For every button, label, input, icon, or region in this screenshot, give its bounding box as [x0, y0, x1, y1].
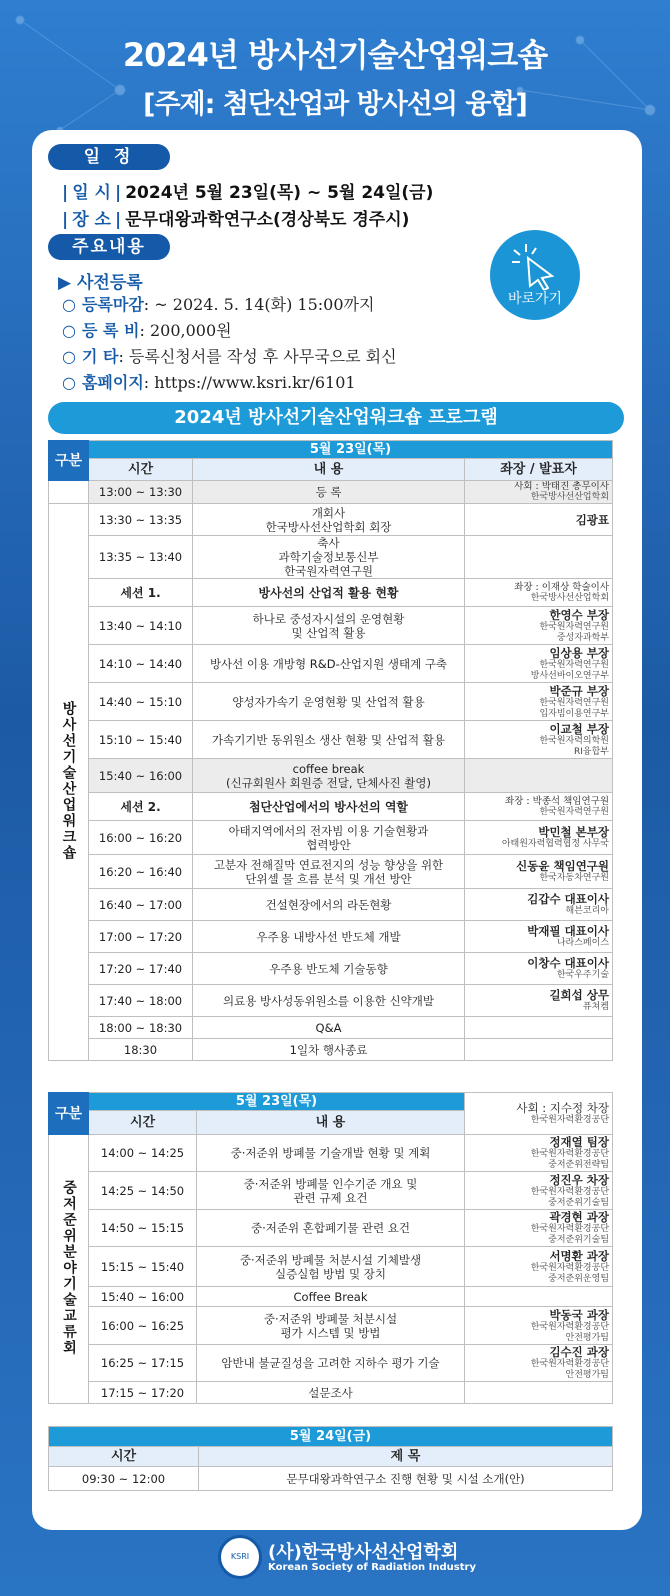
bullet-icon: ○ [62, 295, 76, 314]
table-head-row [49, 441, 613, 459]
time-cell: 15:15 ~ 15:40 [89, 1247, 197, 1287]
reg-item-label: 등록마감 [81, 295, 144, 314]
reg-item-value: : 등록신청서를 작성 후 사무국으로 회신 [118, 347, 397, 366]
content-cell [193, 721, 465, 759]
date-label: 일 시 [72, 183, 111, 203]
day-header: 5월 23일(목) [89, 441, 613, 459]
column-head-row [49, 459, 613, 481]
content-cell [193, 1039, 465, 1061]
chair-cell [465, 985, 613, 1017]
main-title: 2024년 방사선기술산업워크숍 [122, 36, 548, 74]
bullet-icon: ○ [62, 321, 76, 340]
speaker-org: 한국원자력연구원 중성자과학부 [539, 621, 610, 643]
speaker-org: 한국자동차연구원 [539, 873, 610, 883]
content-text: 첨단산업에서의 방사선의 역할 [248, 799, 409, 814]
column-header: 시간 [49, 1447, 199, 1467]
speaker-name: 정재열 팀장 [549, 1135, 610, 1149]
time-cell: 세션 2. [89, 793, 193, 821]
reg-item-label: 홈페이지 [81, 373, 144, 392]
speaker-org: 한국원자력연구원 입자빔이용연구부 [539, 697, 610, 719]
day-header: 5월 23일(목) [89, 1093, 465, 1111]
speaker-org: 한국원자력환경공단 중저준위기술팀 [530, 1224, 610, 1245]
chair-cell [465, 1345, 613, 1382]
speaker-name: 정진우 차장 [549, 1172, 610, 1187]
chair-cell [465, 1172, 613, 1210]
table-row [49, 1172, 613, 1210]
time-cell: 13:35 ~ 13:40 [89, 536, 193, 579]
content-cell [193, 793, 465, 821]
time-cell: 15:10 ~ 15:40 [89, 721, 193, 759]
moderator: 사회 : 박태진 총무이사 [514, 481, 610, 492]
content-text: 중·저준위 방폐물 처분시설 기체발생 실증실험 방법 및 장치 [239, 1252, 422, 1281]
table-row [49, 1017, 613, 1039]
place-value: 문무대왕과학연구소(경상북도 경주시) [125, 210, 410, 230]
column-header: 좌장 / 발표자 [465, 459, 613, 481]
footer-name-ko: (사)한국방사선산업학회 [268, 1542, 459, 1563]
content-text: 하나로 중성자시설의 운영현황 및 산업적 활용 [252, 611, 405, 640]
content-text: 중·저준위 방폐물 인수기준 개요 및 관련 규제 요건 [243, 1176, 418, 1205]
content-cell [193, 607, 465, 645]
chair-cell [465, 721, 613, 759]
content-cell [193, 683, 465, 721]
time-cell: 13:00 ~ 13:30 [89, 481, 193, 504]
program-table-day2 [48, 1426, 613, 1491]
group-label: 방사선기술산업워크숍 [60, 700, 77, 861]
content-text: coffee break (신규회원사 회원증 전달, 단체사진 촬영) [226, 761, 431, 790]
speaker-name: 박민철 본부장 [538, 825, 610, 839]
reg-item-label: 등 록 비 [81, 321, 140, 340]
content-text: 건설현장에서의 라돈현황 [265, 897, 392, 912]
speaker-name: 김광표 [575, 512, 610, 527]
date-row: | 일 시 | 2024년 5월 23일(목) ~ 5월 24일(금) [62, 183, 434, 203]
time-cell: 14:00 ~ 14:25 [89, 1135, 197, 1172]
table-row [49, 504, 613, 536]
table-row [49, 1467, 613, 1491]
chair-cell [465, 921, 613, 953]
time-cell: 16:00 ~ 16:25 [89, 1307, 197, 1345]
content-text: 중·저준위 혼합폐기물 관련 요건 [250, 1221, 411, 1235]
table-row [49, 536, 613, 579]
footer-name-en: Korean Society of Radiation Industry [268, 1562, 476, 1573]
table-row [49, 1382, 613, 1404]
time-cell: 15:40 ~ 16:00 [89, 1287, 197, 1307]
table-row [49, 579, 613, 607]
speaker-name: 임상용 부장 [549, 645, 610, 660]
content-text: 1일차 행사종료 [289, 1042, 368, 1057]
speaker-org: 아태원자력협력협정 사무국 [501, 839, 610, 849]
content-cell [193, 759, 465, 793]
prereg-heading: ▶ 사전등록 [58, 273, 143, 293]
time-cell: 09:30 ~ 12:00 [49, 1467, 199, 1491]
content-cell [197, 1210, 465, 1247]
program-title: 2024년 방사선기술산업워크숍 프로그램 [48, 402, 624, 434]
moderator: 좌장 : 이재상 학술이사 [514, 581, 610, 593]
speaker-org: 한국원자력환경공단 안전평가팀 [530, 1321, 610, 1343]
speaker-org: 한국원자력환경공단 중저준위운영팀 [530, 1262, 610, 1284]
chair-cell [465, 579, 613, 607]
reg-item [62, 370, 356, 393]
chair-cell [465, 821, 613, 855]
reg-item [62, 292, 374, 315]
content-cell [197, 1172, 465, 1210]
content-cell [197, 1345, 465, 1382]
time-cell: 14:40 ~ 15:10 [89, 683, 193, 721]
content-cell [193, 579, 465, 607]
table-row [49, 821, 613, 855]
society-logo-icon: KSRI [218, 1535, 262, 1579]
table-row [49, 1247, 613, 1287]
content-text: Coffee Break [293, 1289, 368, 1304]
table-row [49, 1287, 613, 1307]
table-head-row [49, 1093, 613, 1111]
table-row [49, 1039, 613, 1061]
content-cell [197, 1382, 465, 1404]
speaker-org: 한국원자력환경공단 중저준위전략팀 [530, 1149, 610, 1170]
goto-button[interactable] [490, 230, 580, 320]
subtitle: [주제: 첨단산업과 방사선의 융합] [143, 89, 527, 120]
content-cell [193, 821, 465, 855]
time-cell: 16:00 ~ 16:20 [89, 821, 193, 855]
content-text: 축사 과학기술정보통신부 한국원자력연구원 [278, 536, 379, 578]
time-cell: 16:25 ~ 17:15 [89, 1345, 197, 1382]
group-header: 구분 [49, 1093, 89, 1135]
speaker-name: 이창수 대표이사 [527, 956, 610, 970]
speaker-name: 박동국 과장 [549, 1307, 610, 1322]
chair-cell [465, 1210, 613, 1247]
content-cell [197, 1135, 465, 1172]
table-row [49, 953, 613, 985]
column-header: 시간 [89, 1111, 197, 1135]
time-cell: 14:10 ~ 14:40 [89, 645, 193, 683]
chair-cell [465, 481, 613, 504]
column-header: 제 목 [199, 1447, 613, 1467]
speaker-org: 한국원자력환경공단 중저준위기술팀 [530, 1186, 610, 1208]
speaker-name: 길희섭 상무 [549, 988, 610, 1002]
speaker-org: 한국원자력환경공단 안전평가팀 [530, 1359, 610, 1380]
content-cell [197, 1307, 465, 1345]
group-cell-blank [49, 481, 89, 504]
reg-item [62, 318, 232, 341]
time-cell: 17:00 ~ 17:20 [89, 921, 193, 953]
content-text: Q&A [315, 1020, 342, 1035]
chair-cell [465, 1135, 613, 1172]
table-row [49, 1307, 613, 1345]
table-head-row [49, 1427, 613, 1447]
chair-cell [465, 1382, 613, 1404]
content-cell [193, 889, 465, 921]
program-table-day1 [48, 440, 613, 1061]
speaker-org: 퓨쳐켐 [582, 1002, 610, 1012]
chair-cell [465, 1287, 613, 1307]
table-row [49, 1135, 613, 1172]
goto-label: 바로가기 [507, 291, 563, 307]
table-row [49, 683, 613, 721]
speaker-name: 김갑수 대표이사 [527, 892, 610, 906]
speaker-org: 한국원자력연구원 방사선바이오연구부 [530, 659, 610, 681]
chair-cell [465, 683, 613, 721]
schedule-pill: 일 정 [48, 144, 170, 170]
time-cell: 14:25 ~ 14:50 [89, 1172, 197, 1210]
column-head-row [49, 1447, 613, 1467]
speaker-name: 이교철 부장 [549, 721, 610, 736]
content-cell [193, 855, 465, 889]
reg-item [62, 344, 397, 367]
moderator: 좌장 : 박종석 책임연구원 [504, 795, 610, 807]
chair-cell [465, 793, 613, 821]
table-row [49, 921, 613, 953]
content-cell [197, 1287, 465, 1307]
table-row [49, 1210, 613, 1247]
table-row [49, 889, 613, 921]
group-label-cell [49, 1135, 89, 1404]
moderator-org: 한국방사선산업학회 [530, 592, 610, 603]
time-cell: 15:40 ~ 16:00 [89, 759, 193, 793]
content-text: 고분자 전해질막 연료전지의 성능 향상을 위한 단위셀 물 흐름 분석 및 개선 방안 [213, 857, 444, 886]
time-cell: 14:50 ~ 15:15 [89, 1210, 197, 1247]
chair-cell [465, 889, 613, 921]
chair-cell [465, 1017, 613, 1039]
speaker-name: 김수진 과장 [549, 1345, 610, 1359]
speaker-org: 나라스페이스 [556, 938, 610, 948]
speaker-org: 한국우주기술 [556, 970, 610, 980]
chair-cell [465, 855, 613, 889]
reg-item-value: : ~ 2024. 5. 14(화) 15:00까지 [143, 295, 375, 314]
time-cell: 18:00 ~ 18:30 [89, 1017, 193, 1039]
content-text: 중·저준위 방폐물 기술개발 현황 및 계획 [230, 1146, 431, 1160]
table-row [49, 793, 613, 821]
content-text: 가속기기반 동위원소 생산 현황 및 산업적 활용 [211, 732, 445, 747]
content-cell [193, 921, 465, 953]
chair-cell [465, 759, 613, 793]
content-cell [193, 504, 465, 536]
chair-cell [465, 1247, 613, 1287]
content-text: 방사선의 산업적 활용 현황 [258, 585, 399, 600]
reg-item-value: : 200,000원 [139, 321, 232, 340]
content-text: 개회사 한국방사선산업학회 회장 [265, 505, 392, 534]
group-label: 중저준위분야기술교류회 [61, 1179, 77, 1356]
time-cell: 17:15 ~ 17:20 [89, 1382, 197, 1404]
time-cell: 세션 1. [89, 579, 193, 607]
table-row [49, 721, 613, 759]
content-text: 우주용 내방사선 반도체 개발 [256, 929, 401, 944]
content-text: 아태지역에서의 전자빔 이용 기술현황과 협력방안 [228, 823, 429, 852]
time-cell: 17:20 ~ 17:40 [89, 953, 193, 985]
table-row [49, 985, 613, 1017]
column-header: 내 용 [193, 459, 465, 481]
place-row: | 장 소 | 문무대왕과학연구소(경상북도 경주시) [62, 210, 410, 230]
content-cell [193, 645, 465, 683]
moderator: 사회 : 지수정 차장 [516, 1101, 610, 1115]
content-cell [193, 481, 465, 504]
content-text: 양성자가속기 운영현황 및 산업적 활용 [232, 694, 425, 709]
group-header: 구분 [49, 441, 89, 481]
time-cell: 13:30 ~ 13:35 [89, 504, 193, 536]
speaker-org: 한국원자력의학원 RI융합부 [539, 735, 610, 757]
content-text: 암반내 불균질성을 고려한 지하수 평가 기술 [221, 1356, 440, 1370]
content-text: 의료용 방사성동위원소를 이용한 신약개발 [223, 993, 434, 1008]
moderator-org: 한국방사선산업학회 [530, 492, 610, 502]
bullet-icon: ○ [62, 347, 76, 366]
time-cell: 18:30 [89, 1039, 193, 1061]
chair-cell [465, 1039, 613, 1061]
chair-cell [465, 504, 613, 536]
chair-cell [465, 1307, 613, 1345]
time-cell: 16:20 ~ 16:40 [89, 855, 193, 889]
content-text: 우주용 반도체 기술동향 [269, 961, 388, 976]
main-content-pill: 주요내용 [48, 234, 170, 260]
content-text: 설문조사 [308, 1385, 353, 1400]
content-cell [193, 1017, 465, 1039]
chair-cell [465, 645, 613, 683]
bullet-icon: ○ [62, 373, 76, 392]
reg-item-label: 기 타 [81, 347, 119, 366]
column-header: 시간 [89, 459, 193, 481]
table-row [49, 855, 613, 889]
speaker-name: 한영수 부장 [549, 607, 610, 622]
table-row [49, 481, 613, 504]
content-cell [193, 985, 465, 1017]
content-text: 방사선 이용 개방형 R&D-산업지원 생태계 구축 [209, 656, 448, 671]
date-value: 2024년 5월 23일(목) ~ 5월 24일(금) [125, 183, 434, 203]
place-label: 장 소 [72, 210, 111, 230]
reg-item-value: : https://www.ksri.kr/6101 [143, 373, 356, 392]
day-header: 5월 24일(금) [49, 1427, 613, 1447]
table-row [49, 645, 613, 683]
group-label-cell [49, 504, 89, 1061]
content-text: 중·저준위 방폐물 처분시설 평가 시스템 및 방법 [263, 1311, 398, 1340]
chair-cell [465, 536, 613, 579]
chair-cell [465, 607, 613, 645]
content-cell [197, 1247, 465, 1287]
time-cell: 16:40 ~ 17:00 [89, 889, 193, 921]
moderator-org: 한국원자력연구원 [539, 806, 610, 817]
table-row [49, 607, 613, 645]
speaker-name: 신동윤 책임연구원 [516, 859, 610, 873]
speaker-name: 박재필 대표이사 [527, 924, 610, 938]
table-row [49, 759, 613, 793]
chair-cell [465, 953, 613, 985]
table-row [49, 1345, 613, 1382]
time-cell: 17:40 ~ 18:00 [89, 985, 193, 1017]
header [0, 30, 670, 121]
moderator-cell [465, 1093, 613, 1135]
column-header: 내 용 [197, 1111, 465, 1135]
speaker-org: 해븐코리아 [565, 906, 610, 916]
content-cell [193, 536, 465, 579]
cursor-click-icon [490, 230, 580, 290]
moderator-org: 한국원자력환경공단 [530, 1115, 610, 1125]
speaker-name: 곽경현 과장 [549, 1210, 610, 1224]
time-cell: 13:40 ~ 14:10 [89, 607, 193, 645]
content-cell [193, 953, 465, 985]
speaker-name: 서명환 과장 [549, 1248, 610, 1263]
content-cell: 문무대왕과학연구소 진행 현황 및 시설 소개(안) [199, 1467, 613, 1491]
program-table-waste [48, 1092, 613, 1404]
speaker-name: 박준규 부장 [549, 683, 610, 698]
content-text: 등 록 [315, 485, 342, 499]
